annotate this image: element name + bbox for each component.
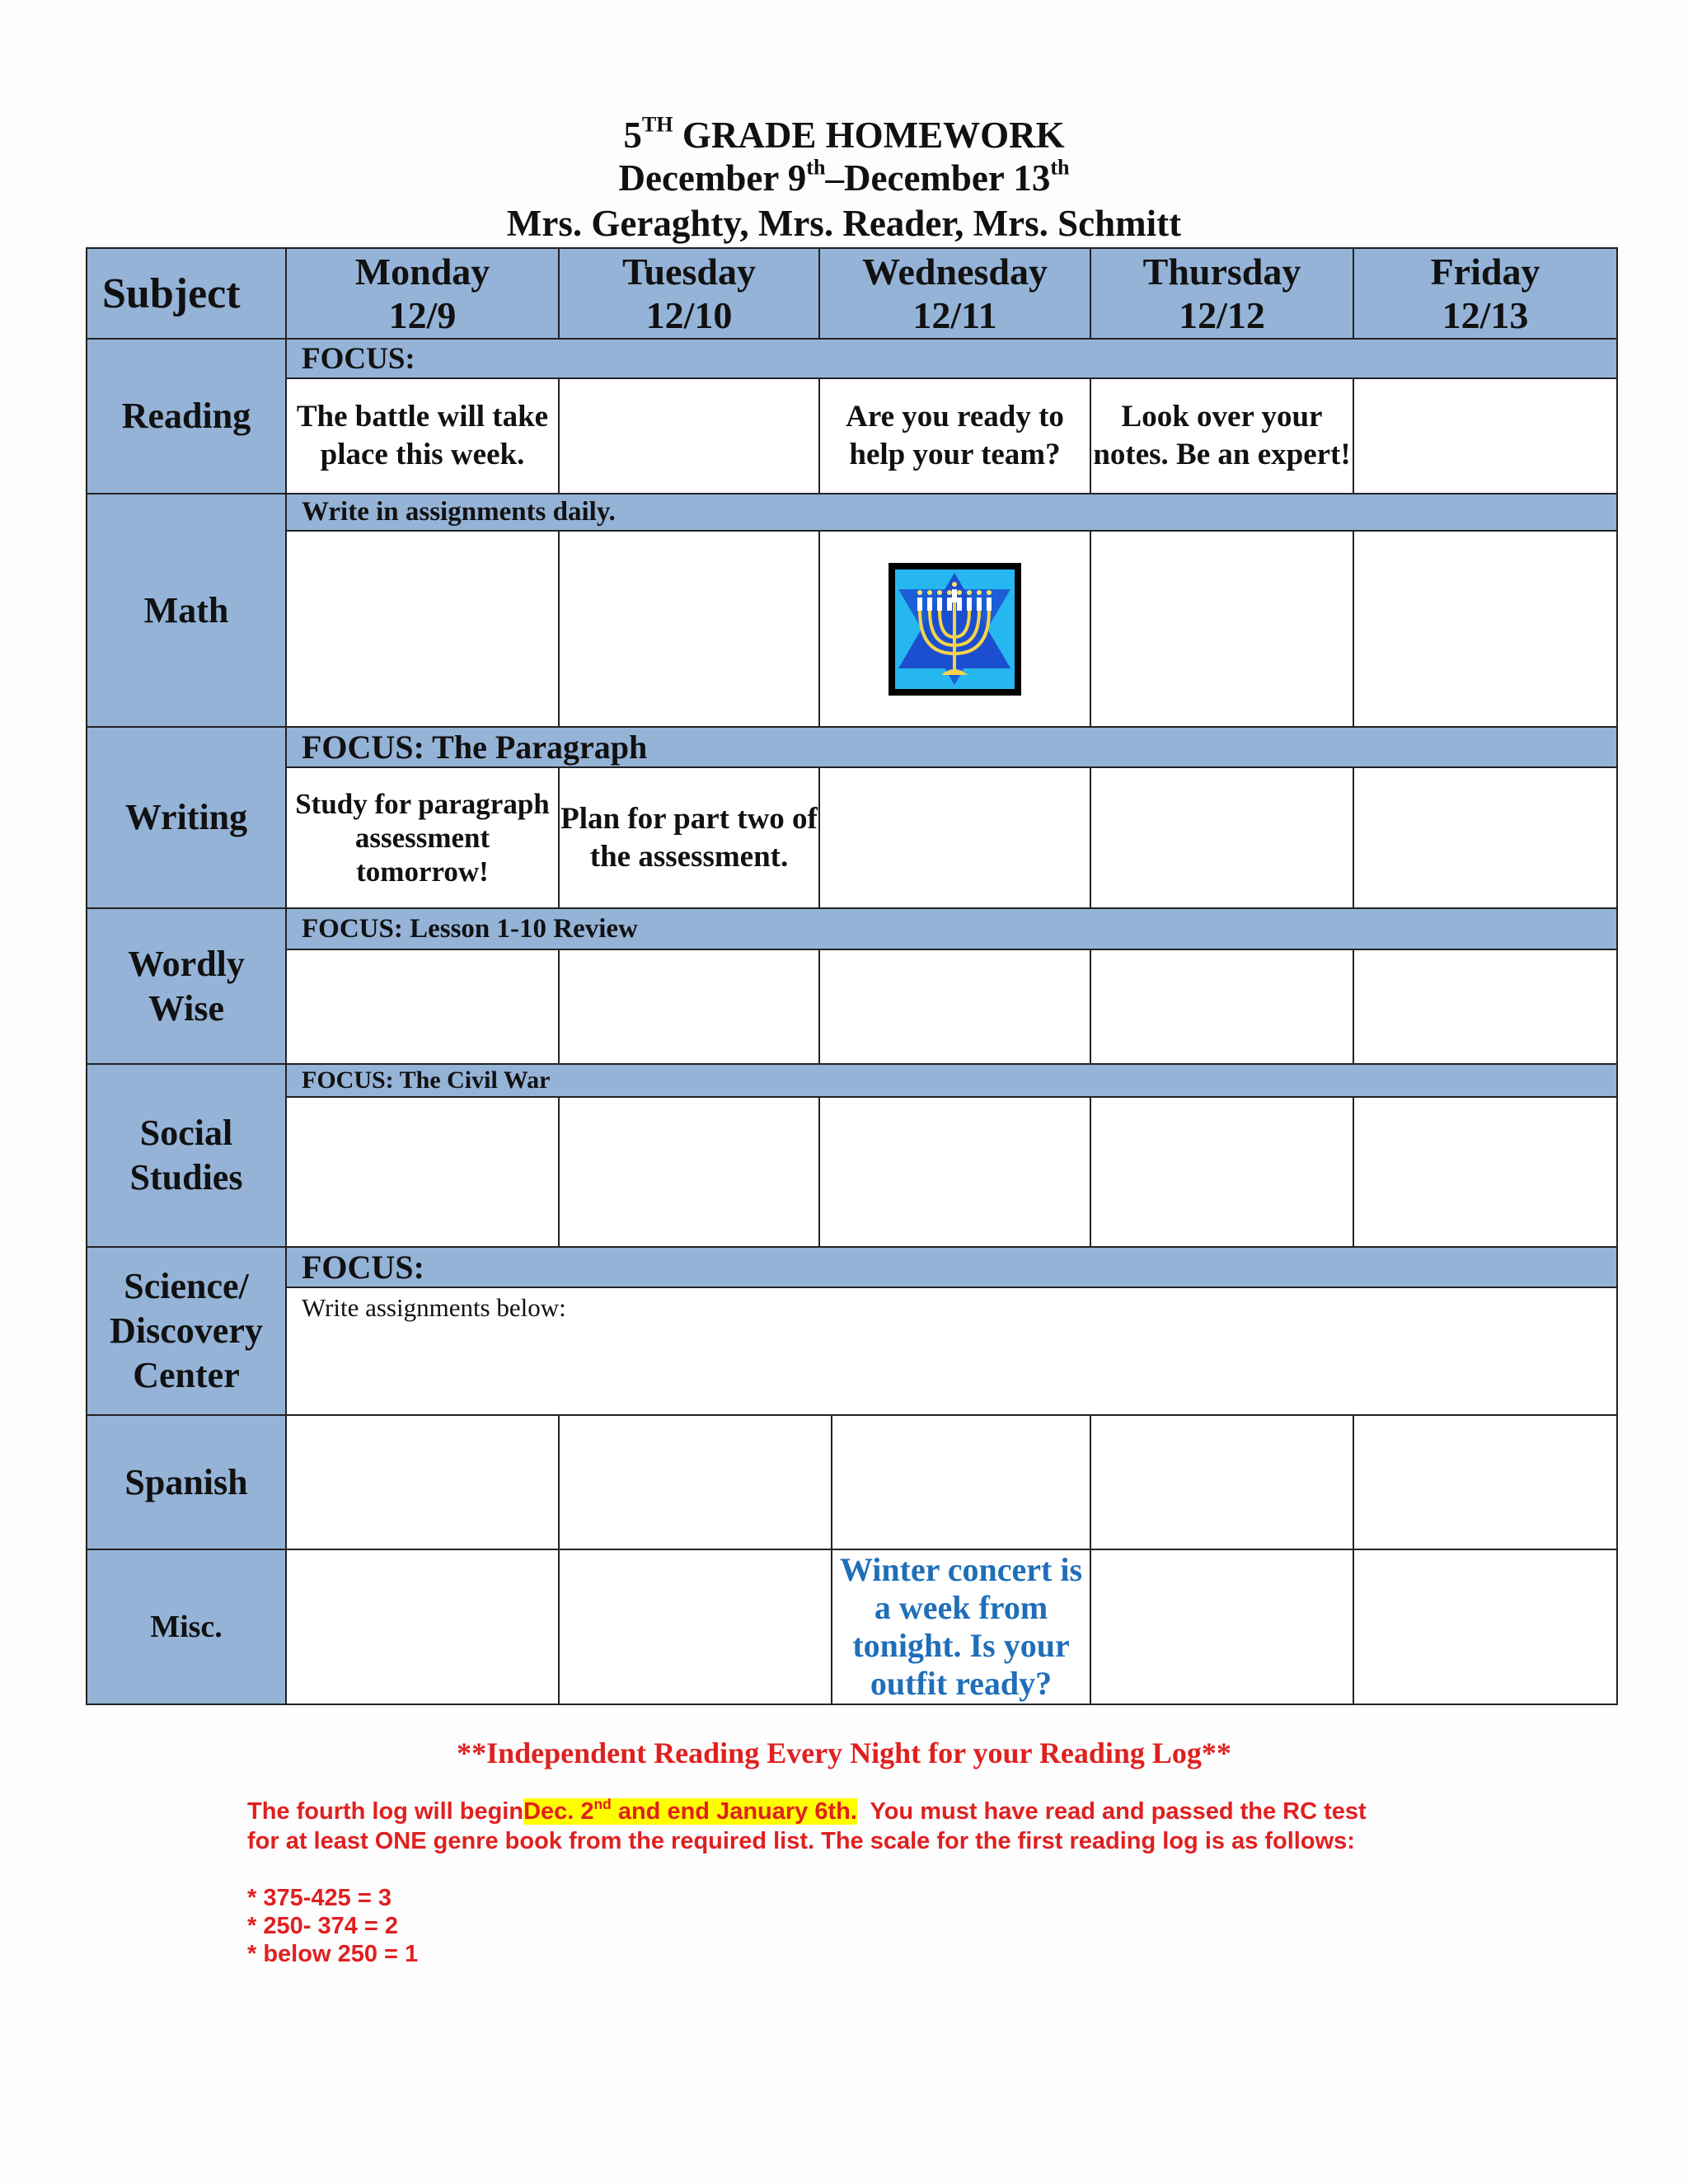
writing-tuesday: Plan for part two of the assessment.	[559, 767, 819, 908]
writing-monday: Study for paragraph assessment tomorrow!	[286, 767, 559, 908]
spanish-monday	[286, 1415, 559, 1549]
misc-friday	[1353, 1549, 1617, 1704]
math-monday	[286, 531, 559, 727]
wordly-wise-wednesday	[819, 949, 1090, 1064]
reading-log-line-2: for at least ONE genre book from the required list. The scale for the first reading log is as follows:	[247, 1828, 1355, 1854]
reading-monday: The battle will take place this week.	[286, 378, 559, 494]
page-title: 5TH GRADE HOMEWORK	[623, 112, 1065, 156]
spanish-thursday	[1090, 1415, 1353, 1549]
reading-log-dates-highlight: Dec. 2nd and end January 6th.	[523, 1795, 857, 1825]
subject-reading: Reading	[87, 339, 286, 494]
subject-science-discovery-center: Science/ Discovery Center	[87, 1247, 286, 1415]
day-header-tuesday: Tuesday 12/10	[559, 248, 819, 339]
science-assignments: Write assignments below:	[286, 1287, 1617, 1415]
wordly-wise-tuesday	[559, 949, 819, 1064]
misc-monday	[286, 1549, 559, 1704]
reading-tuesday	[559, 378, 819, 494]
math-friday	[1353, 531, 1617, 727]
writing-focus: FOCUS: The Paragraph	[286, 727, 1617, 767]
reading-log-scale-3: * below 250 = 1	[247, 1941, 419, 1967]
wordly-wise-thursday	[1090, 949, 1353, 1064]
social-studies-friday	[1353, 1097, 1617, 1247]
menorah-icon	[887, 561, 1023, 697]
subject-wordly-wise: Wordly Wise	[87, 908, 286, 1064]
day-header-thursday: Thursday 12/12	[1090, 248, 1353, 339]
wordly-wise-focus: FOCUS: Lesson 1-10 Review	[286, 908, 1617, 949]
math-wednesday	[819, 531, 1090, 727]
day-header-friday: Friday 12/13	[1353, 248, 1617, 339]
reading-log-line-1: The fourth log will beginDec. 2nd and end January 6th. You must have read and passed the RC test	[247, 1795, 1367, 1825]
subject-writing: Writing	[87, 727, 286, 908]
spanish-friday	[1353, 1415, 1617, 1549]
math-thursday	[1090, 531, 1353, 727]
misc-wednesday: Winter concert is a week from tonight. Is your outfit ready?	[832, 1549, 1090, 1704]
social-studies-monday	[286, 1097, 559, 1247]
day-header-monday: Monday 12/9	[286, 248, 559, 339]
reading-log-title: **Independent Reading Every Night for your Reading Log**	[457, 1736, 1231, 1769]
subject-social-studies: Social Studies	[87, 1064, 286, 1247]
reading-log-scale-2: * 250- 374 = 2	[247, 1913, 399, 1939]
reading-focus: FOCUS:	[286, 339, 1617, 378]
writing-wednesday	[819, 767, 1090, 908]
reading-log-scale-1: * 375-425 = 3	[247, 1885, 392, 1911]
wordly-wise-friday	[1353, 949, 1617, 1064]
date-range: December 9th–December 13th	[618, 155, 1070, 199]
reading-friday	[1353, 378, 1617, 494]
writing-friday	[1353, 767, 1617, 908]
misc-thursday	[1090, 1549, 1353, 1704]
homework-table	[86, 247, 1618, 1705]
spanish-tuesday	[559, 1415, 832, 1549]
writing-thursday	[1090, 767, 1353, 908]
misc-tuesday	[559, 1549, 832, 1704]
wordly-wise-monday	[286, 949, 559, 1064]
reading-thursday: Look over your notes. Be an expert!	[1090, 378, 1353, 494]
math-focus: Write in assignments daily.	[286, 494, 1617, 531]
reading-wednesday: Are you ready to help your team?	[819, 378, 1090, 494]
subject-spanish: Spanish	[87, 1415, 286, 1549]
social-studies-focus: FOCUS: The Civil War	[286, 1064, 1617, 1097]
science-focus: FOCUS:	[286, 1247, 1617, 1287]
subject-column-header: Subject	[87, 248, 286, 339]
math-tuesday	[559, 531, 819, 727]
social-studies-wednesday	[819, 1097, 1090, 1247]
subject-math: Math	[87, 494, 286, 727]
day-header-wednesday: Wednesday 12/11	[819, 248, 1090, 339]
teacher-names: Mrs. Geraghty, Mrs. Reader, Mrs. Schmitt	[506, 203, 1182, 244]
social-studies-tuesday	[559, 1097, 819, 1247]
spanish-wednesday	[832, 1415, 1090, 1549]
social-studies-thursday	[1090, 1097, 1353, 1247]
subject-misc: Misc.	[87, 1549, 286, 1704]
